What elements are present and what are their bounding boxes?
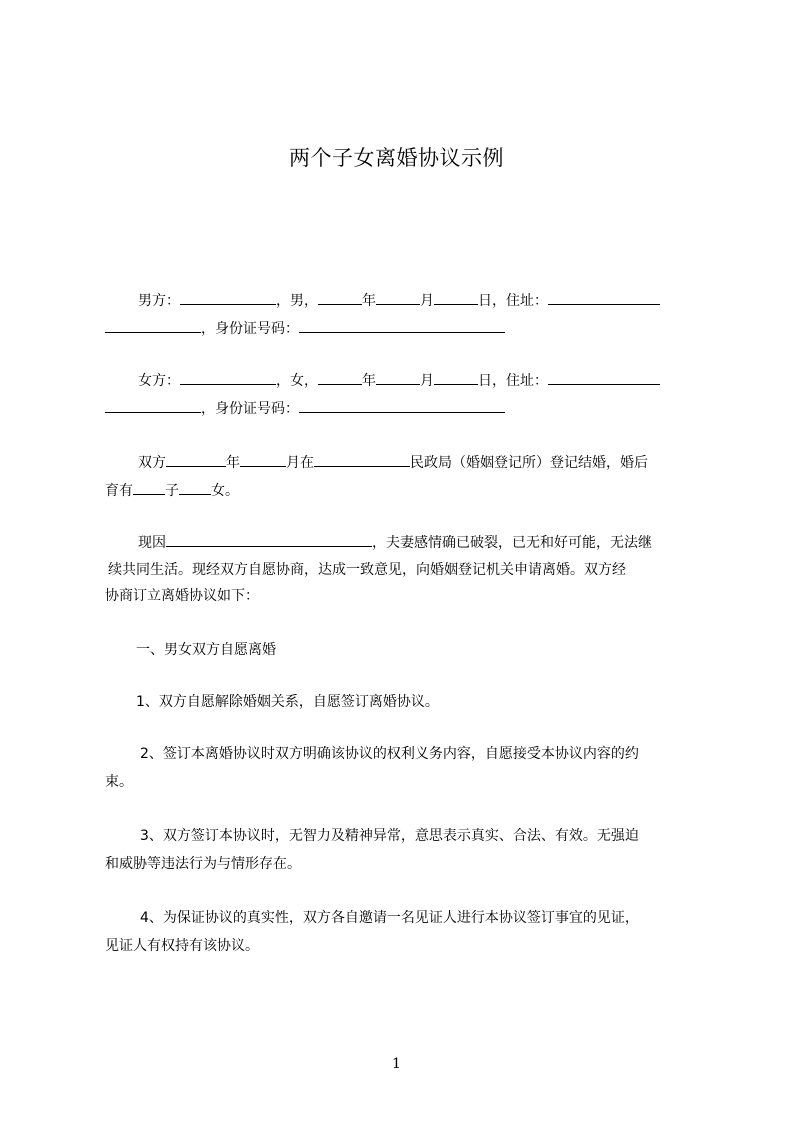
clause-4-line1: 4、为保证协议的真实性，双方各自邀请一名见证人进行本协议签订事宜的见证，: [140, 910, 639, 926]
man-name-blank: [180, 290, 276, 305]
woman-year-label: 年: [362, 373, 376, 389]
man-address-blank-cont: [105, 318, 201, 333]
woman-birth-year-blank: [318, 370, 362, 385]
woman-month-label: 月: [420, 373, 434, 389]
woman-day-label: 日，住址：: [478, 373, 548, 389]
clause-2-line2: 束。: [105, 774, 133, 790]
marriage-year-label: 年: [226, 455, 240, 471]
clause-3-line2: 和威胁等违法行为与情形存在。: [105, 856, 301, 872]
sons-count-blank: [133, 480, 165, 495]
woman-id-label: ，身份证号码：: [201, 401, 299, 417]
woman-gender: ，女，: [276, 373, 318, 389]
reason-line2: 续共同生活。现经双方自愿协商，达成一致意见，向婚姻登记机关申请离婚。双方经: [108, 562, 626, 578]
reason-text-start: 现因: [138, 535, 166, 551]
woman-birth-day-blank: [434, 370, 478, 385]
man-info-line1: [138, 290, 738, 311]
woman-name-blank: [180, 370, 276, 385]
man-gender: ，男，: [276, 293, 318, 309]
marriage-bureau-text: 民政局（婚姻登记所）登记结婚，婚后: [410, 455, 648, 471]
man-birth-year-blank: [318, 290, 362, 305]
sons-label: 子: [165, 483, 179, 499]
woman-info-line1: [138, 370, 738, 391]
daughters-label: 女。: [211, 483, 239, 499]
clause-1: 1、双方自愿解除婚姻关系，自愿签订离婚协议。: [136, 694, 439, 710]
marriage-month-blank: [240, 452, 286, 467]
man-birth-day-blank: [434, 290, 478, 305]
woman-id-blank: [299, 398, 505, 413]
reason-blank: [166, 532, 372, 547]
man-day-label: 日，住址：: [478, 293, 548, 309]
children-text: 育有: [105, 483, 133, 499]
man-address-blank: [548, 290, 660, 305]
marriage-line2: [105, 480, 705, 501]
reason-line1: [138, 532, 738, 553]
daughters-count-blank: [179, 480, 211, 495]
woman-info-line2: [105, 398, 705, 419]
man-label: 男方：: [138, 293, 180, 309]
document-title: 两个子女离婚协议示例: [289, 146, 504, 170]
marriage-month-label: 月在: [286, 455, 314, 471]
man-id-blank: [299, 318, 505, 333]
man-year-label: 年: [362, 293, 376, 309]
marriage-line1: [138, 452, 738, 473]
reason-text-end: ，夫妻感情确已破裂，已无和好可能，无法继: [372, 535, 652, 551]
man-id-label: ，身份证号码：: [201, 321, 299, 337]
marriage-bureau-blank: [314, 452, 410, 467]
clause-2-line1: 2、签订本离婚协议时双方明确该协议的权利义务内容，自愿接受本协议内容的约: [140, 746, 639, 762]
woman-address-blank-cont: [105, 398, 201, 413]
page-number: 1: [392, 1056, 401, 1072]
man-info-line2: [105, 318, 705, 339]
clause-4-line2: 见证人有权持有该协议。: [105, 938, 259, 954]
woman-birth-month-blank: [376, 370, 420, 385]
man-birth-month-blank: [376, 290, 420, 305]
clause-3-line1: 3、双方签订本协议时，无智力及精神异常，意思表示真实、合法、有效。无强迫: [140, 828, 639, 844]
marriage-year-blank: [166, 452, 226, 467]
marriage-text-both: 双方: [138, 455, 166, 471]
section-heading: 一、男女双方自愿离婚: [136, 642, 276, 658]
reason-line3: 协商订立离婚协议如下：: [105, 588, 259, 604]
man-month-label: 月: [420, 293, 434, 309]
woman-label: 女方：: [138, 373, 180, 389]
woman-address-blank: [548, 370, 660, 385]
